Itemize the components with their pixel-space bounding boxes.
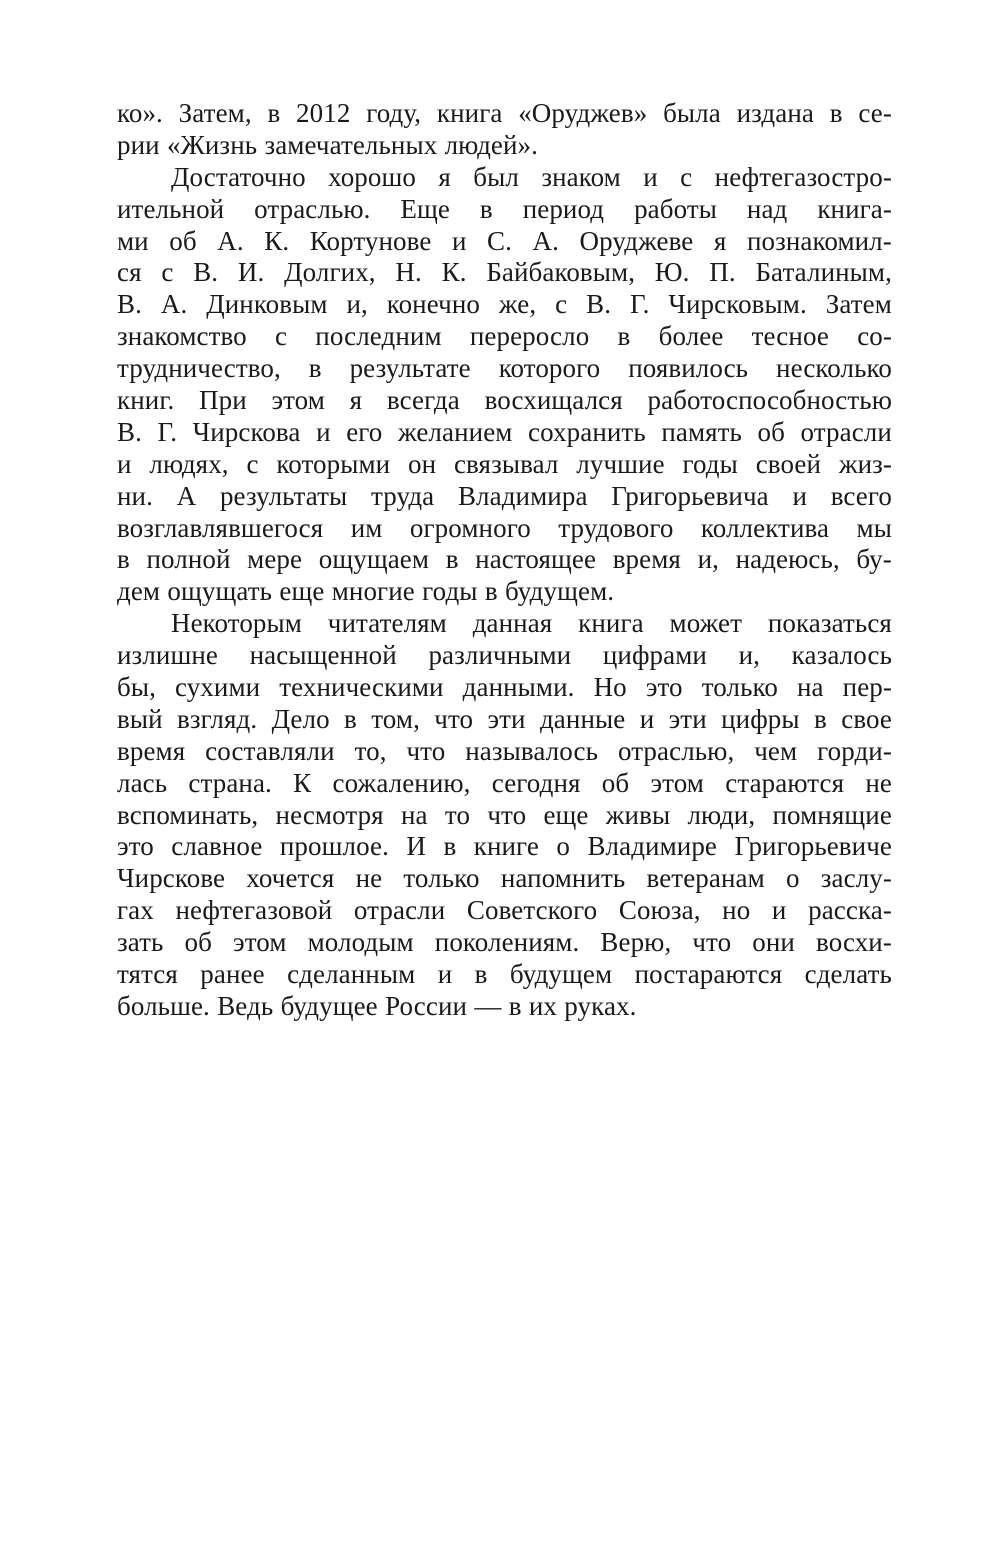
text-line: и людях, с которыми он связывал лучшие годы своей жиз- <box>117 448 892 479</box>
text-line: вспоминать, несмотря на то что еще живы люди, помнящие <box>117 799 892 830</box>
text-line: ся с В. И. Долгих, Н. К. Байбаковым, Ю. П. Баталиным, <box>117 257 892 288</box>
text-line: в полной мере ощущаем в настоящее время и, надеюсь, бу- <box>117 544 892 575</box>
text-line: бы, сухими техническими данными. Но это только на пер- <box>117 672 892 703</box>
text-line: ни. А результаты труда Владимира Григорьевича и всего <box>117 480 892 511</box>
text-line: лась страна. К сожалению, сегодня об этом стараются не <box>117 767 892 798</box>
body-text <box>117 98 892 1023</box>
text-line: Некоторым читателям данная книга может показаться <box>171 608 892 639</box>
text-line: больше. Ведь будущее России — в их руках. <box>117 990 637 1021</box>
text-line: ко». Затем, в 2012 году, книга «Оруджев» была издана в се- <box>117 98 892 128</box>
text-line: Достаточно хорошо я был знаком и с нефтегазостро- <box>171 161 892 192</box>
paragraph <box>117 608 892 1023</box>
text-line: трудничество, в результате которого появилось несколько <box>117 353 892 384</box>
text-line: В. Г. Чирскова и его желанием сохранить память об отрасли <box>117 416 892 447</box>
text-line: излишне насыщенной различными цифрами и, казалось <box>117 640 892 671</box>
text-line: знакомство с последним переросло в более тесное со- <box>117 321 892 352</box>
text-line: В. А. Динковым и, конечно же, с В. Г. Чирсковым. Затем <box>117 289 892 320</box>
text-line: ительной отраслью. Еще в период работы над книга- <box>117 193 892 224</box>
text-line: Чирскове хочется не только напомнить ветеранам о заслу- <box>117 863 892 894</box>
text-line: время составляли то, что называлось отраслью, чем горди- <box>117 735 892 766</box>
paragraph <box>117 162 892 608</box>
text-line: дем ощущать еще многие годы в будущем. <box>117 576 615 607</box>
paragraph <box>117 98 892 162</box>
text-line: вый взгляд. Дело в том, что эти данные и эти цифры в свое <box>117 703 892 734</box>
text-line: книг. При этом я всегда восхищался работоспособностью <box>117 385 892 416</box>
text-line: рии «Жизнь замечательных людей». <box>117 129 538 160</box>
text-line: тятся ранее сделанным и в будущем постараются сделать <box>117 959 892 990</box>
text-line: зать об этом молодым поколениям. Верю, что они восхи- <box>117 927 892 958</box>
text-line: ми об А. К. Кортунове и С. А. Оруджеве я познакомил- <box>117 225 892 256</box>
text-line: гах нефтегазовой отрасли Советского Союза, но и расска- <box>117 895 892 926</box>
text-line: возглавлявшегося им огромного трудового коллектива мы <box>117 512 892 543</box>
text-line: это славное прошлое. И в книге о Владимире Григорьевиче <box>117 831 892 862</box>
